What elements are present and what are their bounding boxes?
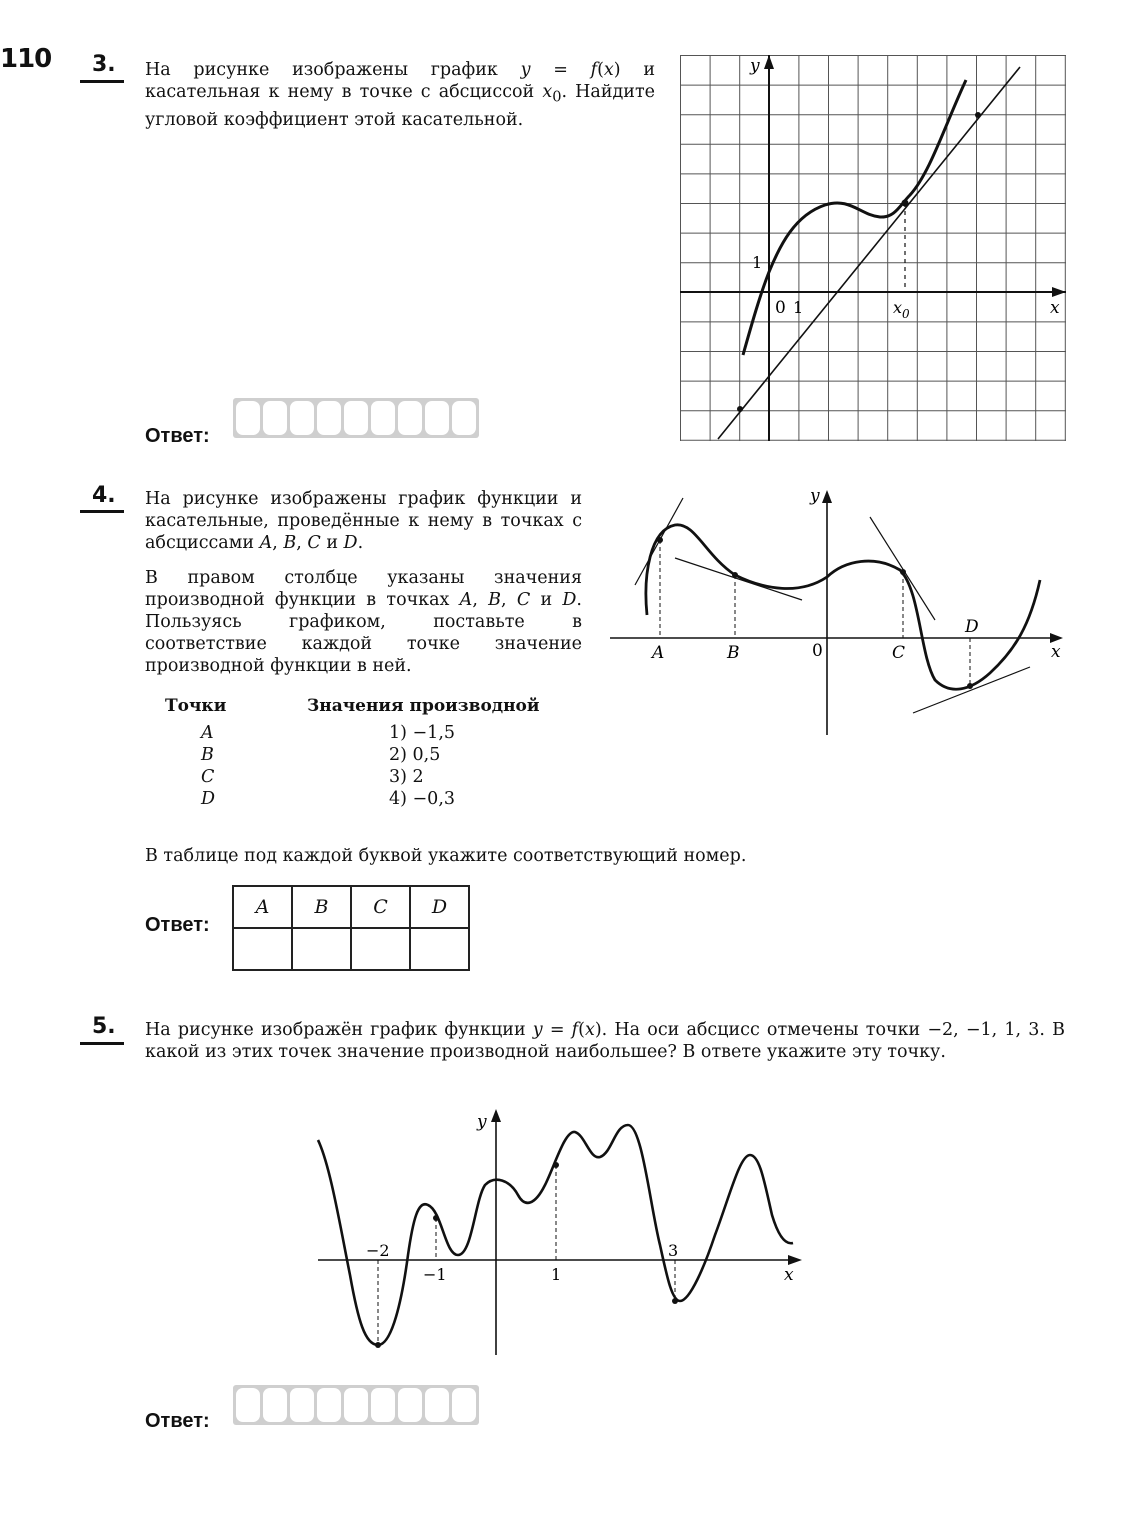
answer-cell[interactable] <box>290 1388 314 1422</box>
tangent-dot-upper <box>975 112 981 118</box>
y-unit-label: 1 <box>752 253 763 272</box>
label-1: 1 <box>551 1265 562 1284</box>
label-minus-1: −1 <box>423 1265 447 1284</box>
answer-cell[interactable] <box>452 401 476 435</box>
point-label: A <box>201 723 214 743</box>
answer-cell[interactable] <box>398 401 422 435</box>
task-3-answer-boxes[interactable] <box>233 398 479 438</box>
y-axis-arrow <box>764 55 774 69</box>
answer-cell[interactable] <box>290 401 314 435</box>
task-5-answer-label: Ответ: <box>145 1410 210 1432</box>
task-5-graph <box>310 1105 810 1360</box>
page-number: 110 <box>0 44 52 74</box>
answer-cell-c[interactable] <box>351 928 410 970</box>
answer-header-b: B <box>292 886 351 928</box>
match-table <box>165 696 540 810</box>
derivative-value: 3) 2 <box>389 767 424 787</box>
answer-cell-b[interactable] <box>292 928 351 970</box>
answer-cell-d[interactable] <box>410 928 469 970</box>
task-5-underline <box>80 1042 124 1045</box>
label-c: C <box>892 643 906 663</box>
y-axis-label: y <box>810 486 820 506</box>
x-unit-label: 1 <box>793 298 804 317</box>
point-label: D <box>201 789 216 809</box>
x-axis-arrow <box>1052 287 1066 297</box>
tangent-dot-lower <box>737 406 743 412</box>
x-axis-label: x <box>1050 298 1060 318</box>
answer-cell[interactable] <box>344 1388 368 1422</box>
task-4-instruction: В таблице под каждой буквой укажите соответствующий номер. <box>145 846 747 866</box>
task-3-text: На рисунке изображены график y = f(x) и касательная к нему в точке с абсциссой $x_0$. Найдите угловой коэффициент этой касательной. <box>145 60 655 130</box>
label-minus-2: −2 <box>366 1241 390 1260</box>
task-3-answer-label: Ответ: <box>145 425 210 447</box>
task-5-answer-boxes[interactable] <box>233 1385 479 1425</box>
origin-label: 0 <box>775 298 786 318</box>
answer-cell[interactable] <box>371 1388 395 1422</box>
task-4-answer-label: Ответ: <box>145 914 210 936</box>
task-4-text-1: На рисунке изображены график функции и касательные, проведённые к нему в точках с абсциссами A, B, C и D. <box>145 489 582 553</box>
derivative-value: 2) 0,5 <box>389 745 441 765</box>
answer-cell[interactable] <box>317 1388 341 1422</box>
point-label: C <box>201 767 215 787</box>
answer-cell[interactable] <box>317 401 341 435</box>
task-4-underline <box>80 510 124 513</box>
answer-header-d: D <box>410 886 469 928</box>
label-a: A <box>652 643 665 663</box>
task-3-underline <box>80 80 124 83</box>
answer-cell[interactable] <box>263 401 287 435</box>
col-values-header: Значения производной <box>307 696 540 716</box>
point-label: B <box>201 745 214 765</box>
answer-cell[interactable] <box>398 1388 422 1422</box>
task-4-graph <box>605 485 1065 740</box>
y-axis-arrow <box>491 1109 501 1122</box>
answer-cell[interactable] <box>425 1388 449 1422</box>
answer-cell[interactable] <box>236 401 260 435</box>
answer-cell[interactable] <box>371 401 395 435</box>
x0-label: $x_0$ <box>893 298 910 321</box>
answer-header-c: C <box>351 886 410 928</box>
tangent-b <box>675 558 802 600</box>
answer-cell[interactable] <box>263 1388 287 1422</box>
x-axis-arrow <box>788 1255 802 1265</box>
origin-label: 0 <box>812 641 823 661</box>
task-4-number: 4. <box>92 483 116 508</box>
x-axis-label: x <box>1051 642 1061 662</box>
derivative-value: 1) −1,5 <box>389 723 456 743</box>
answer-header-a: A <box>233 886 292 928</box>
label-3: 3 <box>668 1241 679 1260</box>
col-points-header: Точки <box>165 696 227 716</box>
answer-cell[interactable] <box>236 1388 260 1422</box>
task-3-graph <box>680 55 1066 441</box>
answer-cell[interactable] <box>425 401 449 435</box>
task-4-text-2: В правом столбце указаны значения производной функции в точках A, B, C и D. Пользуясь графиком, поставьте в соответствие каждой точке значение производной функции в ней. <box>145 568 582 676</box>
task-3-number: 3. <box>92 52 116 77</box>
tangent-c <box>870 517 935 620</box>
function-curve <box>646 525 1040 689</box>
derivative-value: 4) −0,3 <box>389 789 456 809</box>
y-axis-label: y <box>750 56 760 76</box>
tangent-line <box>718 67 1020 439</box>
answer-cell-a[interactable] <box>233 928 292 970</box>
y-axis-label: y <box>477 1112 487 1132</box>
answer-cell[interactable] <box>452 1388 476 1422</box>
task-5-text: На рисунке изображён график функции y = f(x). На оси абсцисс отмечены точки −2, −1, 1, 3. В какой из этих точек значение производной наибольшее? В ответе укажите эту точку. <box>145 1020 1065 1062</box>
answer-cell[interactable] <box>344 401 368 435</box>
task-4-answer-table <box>232 885 470 971</box>
label-b: B <box>727 643 740 663</box>
task-5-number: 5. <box>92 1014 116 1039</box>
label-d: D <box>965 617 979 637</box>
y-axis-arrow <box>822 490 832 503</box>
x-axis-label: x <box>784 1265 794 1285</box>
